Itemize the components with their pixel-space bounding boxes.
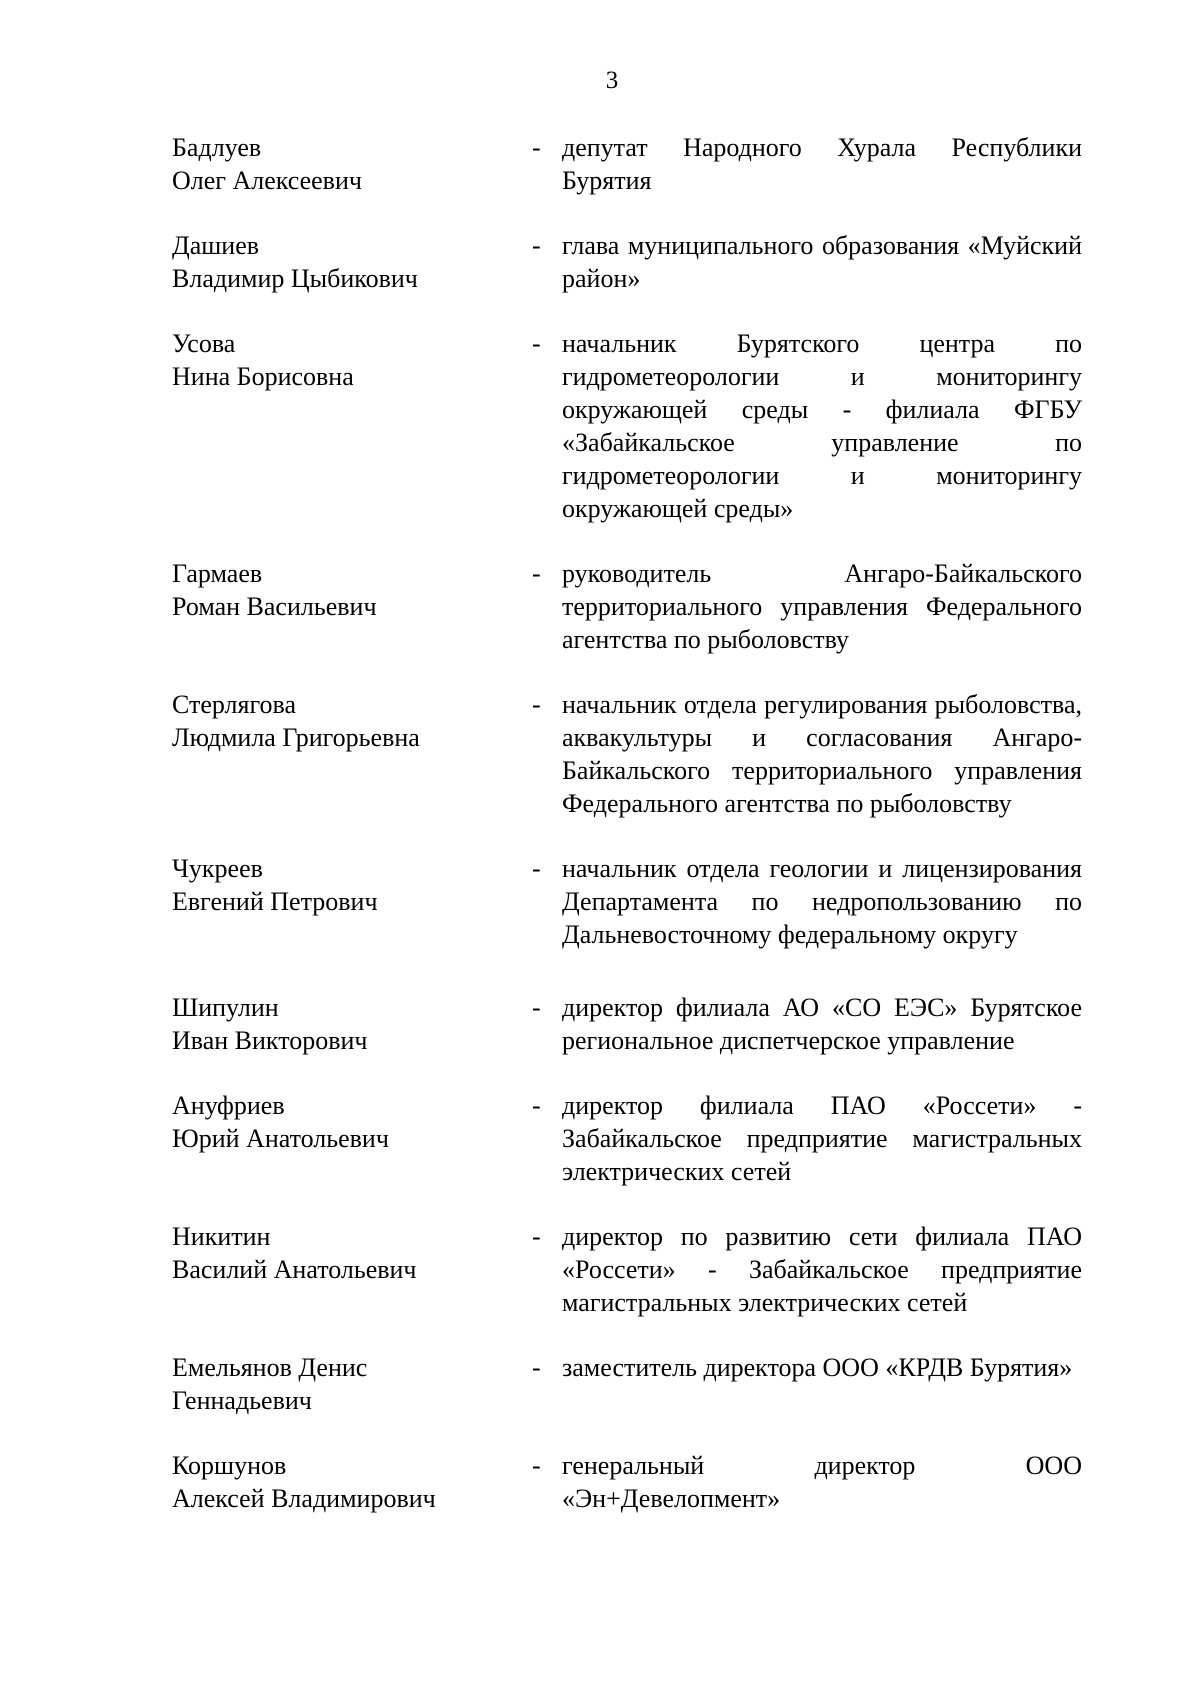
member-given-name: Людмила Григорьевна — [172, 723, 420, 752]
member-entry — [172, 1089, 1088, 1188]
separator-dash: - — [532, 854, 541, 883]
member-given-name: Юрий Анатольевич — [172, 1124, 389, 1153]
member-given-name: Иван Викторович — [172, 1026, 368, 1055]
separator-dash: - — [532, 1353, 541, 1382]
separator-dash: - — [532, 329, 541, 358]
member-entry — [172, 1449, 1088, 1515]
member-surname: Емельянов Денис — [172, 1353, 368, 1382]
separator-dash: - — [532, 1451, 541, 1480]
member-entry — [172, 1220, 1088, 1319]
member-surname: Ануфриев — [172, 1091, 285, 1120]
member-name — [172, 1351, 532, 1417]
member-entry — [172, 229, 1088, 295]
member-entry — [172, 852, 1088, 951]
separator-dash: - — [532, 690, 541, 719]
separator-dash: - — [532, 559, 541, 588]
member-position: начальник отдела геологии и лицензирования Департамента по недропользованию по Дальневосточному федеральному округу — [562, 854, 1082, 949]
member-entry — [172, 688, 1088, 820]
member-name — [172, 1220, 532, 1319]
member-name — [172, 852, 532, 951]
member-surname: Коршунов — [172, 1451, 287, 1480]
member-surname: Гармаев — [172, 559, 263, 588]
member-given-name: Олег Алексеевич — [172, 166, 362, 195]
member-list — [172, 131, 1088, 1515]
separator-dash: - — [532, 993, 541, 1022]
member-position: генеральный директор ООО «Эн+Девелопмент» — [562, 1451, 1082, 1513]
member-position: глава муниципального образования «Муйский район» — [562, 231, 1082, 293]
member-entry — [172, 327, 1088, 525]
member-given-name: Алексей Владимирович — [172, 1484, 436, 1513]
member-position: руководитель Ангаро-Байкальского территориального управления Федерального агентства по рыболовству — [562, 559, 1082, 654]
member-surname: Дашиев — [172, 231, 260, 260]
member-name — [172, 1449, 532, 1515]
member-position: начальник Бурятского центра по гидрометеорологии и мониторингу окружающей среды - филиала ФГБУ «Забайкальское управление по гидрометеорологии и мониторингу окружающей среды» — [562, 329, 1082, 523]
member-position: начальник отдела регулирования рыболовства, аквакультуры и согласования Ангаро-Байкальского территориального управления Федерального агентства по рыболовству — [562, 690, 1082, 818]
separator-dash: - — [532, 1222, 541, 1251]
member-entry — [172, 131, 1088, 197]
member-entry — [172, 557, 1088, 656]
member-position: депутат Народного Хурала Республики Бурятия — [562, 133, 1082, 195]
member-given-name: Евгений Петрович — [172, 887, 378, 916]
member-position: директор филиала ПАО «Россети» - Забайкальское предприятие магистральных электрических сетей — [562, 1091, 1082, 1186]
member-surname: Чукреев — [172, 854, 263, 883]
member-given-name: Геннадьевич — [172, 1386, 312, 1415]
member-name — [172, 1089, 532, 1188]
separator-dash: - — [532, 133, 541, 162]
member-given-name: Нина Борисовна — [172, 362, 354, 391]
member-surname: Усова — [172, 329, 236, 358]
member-name — [172, 557, 532, 656]
separator-dash: - — [532, 231, 541, 260]
member-name — [172, 229, 532, 295]
member-given-name: Василий Анатольевич — [172, 1255, 417, 1284]
member-position: директор по развитию сети филиала ПАО «Россети» - Забайкальское предприятие магистральных электрических сетей — [562, 1222, 1082, 1317]
member-surname: Стерлягова — [172, 690, 296, 719]
member-position: заместитель директора ООО «КРДВ Бурятия» — [562, 1353, 1073, 1382]
member-surname: Никитин — [172, 1222, 271, 1251]
member-entry — [172, 1351, 1088, 1417]
member-surname: Бадлуев — [172, 133, 262, 162]
member-name — [172, 327, 532, 525]
member-given-name: Роман Васильевич — [172, 592, 377, 621]
member-name — [172, 688, 532, 820]
member-given-name: Владимир Цыбикович — [172, 264, 418, 293]
member-name — [172, 991, 532, 1057]
separator-dash: - — [532, 1091, 541, 1120]
member-position: директор филиала АО «СО ЕЭС» Бурятское региональное диспетчерское управление — [562, 993, 1082, 1055]
member-name — [172, 131, 532, 197]
member-surname: Шипулин — [172, 993, 279, 1022]
member-entry — [172, 991, 1088, 1057]
page-number: 3 — [605, 67, 619, 94]
